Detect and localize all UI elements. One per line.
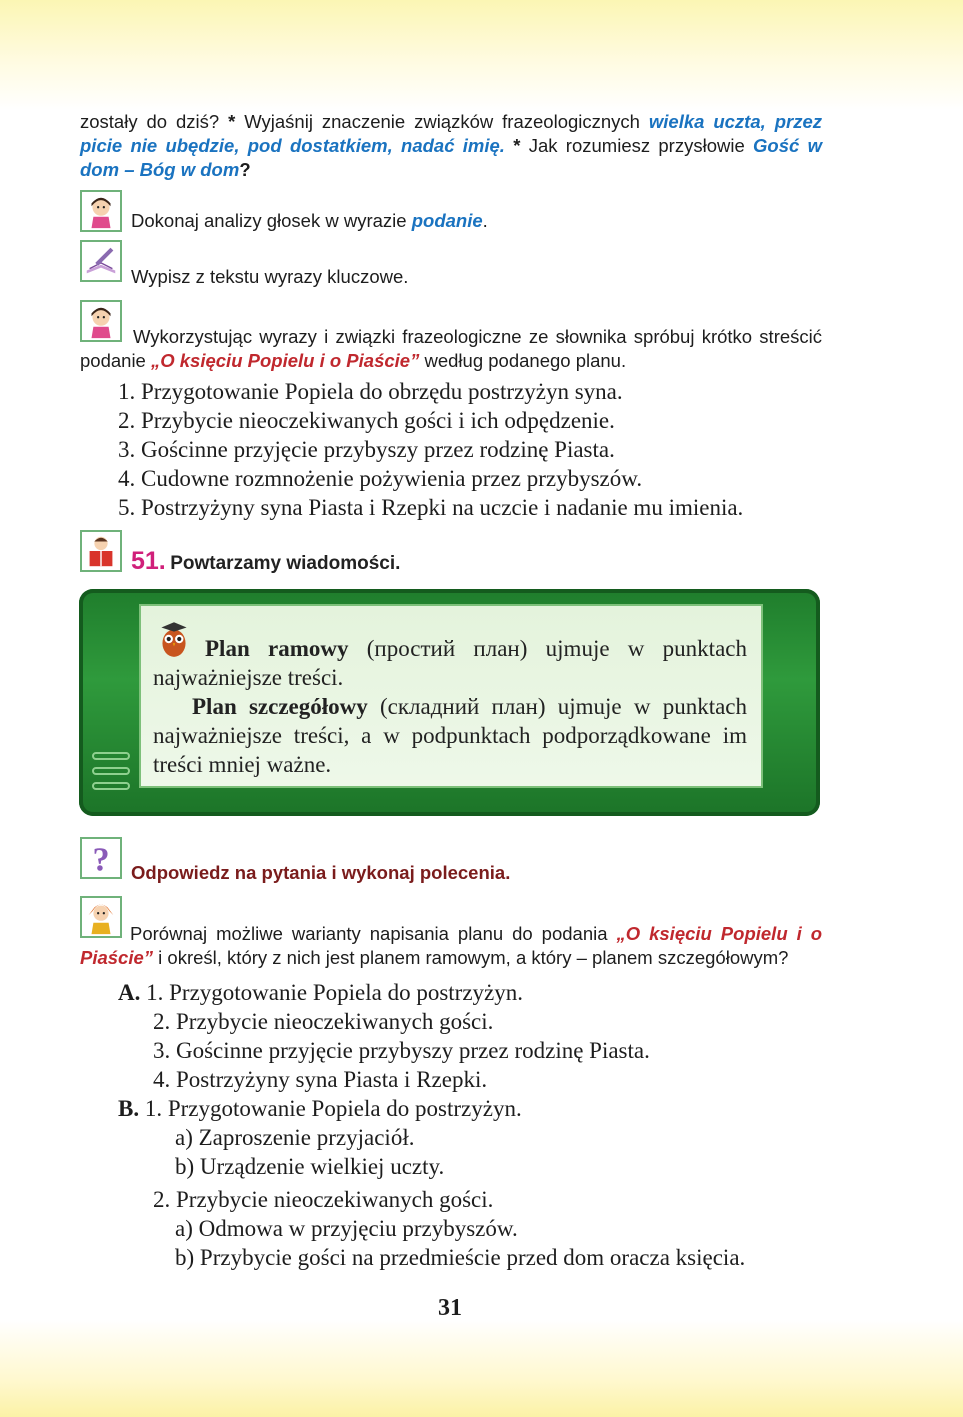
question-mark-icon [80,837,122,879]
list-item: 4. Postrzyżyny syna Piasta i Rzepki. [153,1067,488,1092]
task-keywords: Wypisz z tekstu wyrazy kluczowe. [131,266,409,287]
list-item: 5. Postrzyżyny syna Piasta i Rzepki na uczcie i nadanie mu imienia. [118,495,744,520]
section-number: 51. [131,547,166,575]
variant-b-label: B. [118,1096,140,1121]
section-title: Powtarzamy wiadomości. [170,553,401,574]
board-knob [92,767,130,775]
list-item: 3. Gościnne przyjęcie przybyszy przez rodzinę Piasta. [118,437,615,462]
intro-paragraph: zostały do dziś? * Wyjaśnij znaczenie związków frazeologicznych wielka uczta, przez picie nie ubędzie, pod dostatkiem, nadać imię. * Jak rozumiesz przysłowie Gość w dom – Bóg w dom? [80,111,822,180]
board-knob [92,752,130,760]
variant-a-label: A. [118,980,141,1005]
instruction: Odpowiedz na pytania i wykonaj polecenia. [131,862,511,883]
list-item: 2. Przybycie nieoczekiwanych gości i ich odpędzenie. [118,408,615,433]
list-item: 3. Gościnne przyjęcie przybyszy przez rodzinę Piasta. [153,1038,650,1063]
board-knob [92,782,130,790]
list-item: 1. Przygotowanie Popiela do postrzyżyn. [144,1096,522,1121]
term-plan-szczegolowy: Plan szczegółowy [192,694,368,719]
list-subitem: b) Przybycie gości na przedmieście przed dom oracza księcia. [175,1245,746,1270]
list-item: 1. Przygotowanie Popiela do obrzędu postrzyżyn syna. [118,379,623,404]
girl-icon [80,190,122,232]
list-item: 4. Cudowne rozmnożenie pożywienia przez przybyszów. [118,466,643,491]
variant-b [118,1094,745,1272]
phraseology-list: wielka uczta, przez picie nie ubędzie, pod dostatkiem, nadać imię. [80,111,822,156]
task-summary: Wykorzystując wyrazy i związki frazeologiczne ze słownika spróbuj krótko streścić podanie „O księciu Popielu i o Piaście” według podanego planu. [80,326,822,371]
term-plan-ramowy: Plan ramowy [205,636,349,661]
definition-text: Plan ramowy (простий план) ujmuje w punktach najważniejsze treści. Plan szczegółowy (складний план) ujmuje w punktach najważniejsze treści, a w podpunktach podporządkowane im treści mniej ważne. [153,636,747,777]
variant-a [118,978,650,1094]
list-item: 2. Przybycie nieoczekiwanych gości. [153,1187,494,1212]
proverb: Gość w dom – Bóg w dom [80,135,822,180]
task-compare-plans: Porównaj możliwe warianty napisania planu do podania „O księciu Popielu i o Piaście” i określ, który z nich jest planem ramowym, a który – planem szczegółowym? [80,923,822,968]
list-subitem: a) Odmowa w przyjęciu przybyszów. [175,1216,518,1241]
task-sound-analysis: Dokonaj analizy głosek w wyrazie podanie. [131,210,488,231]
section-heading [131,547,400,576]
list-item: 2. Przybycie nieoczekiwanych gości. [153,1009,494,1034]
svg-text:?: ? [92,841,110,877]
reading-child-icon [80,530,122,572]
list-subitem: b) Urządzenie wielkiej uczty. [175,1154,445,1179]
book-pen-icon [80,240,122,282]
list-subitem: a) Zaproszenie przyjaciół. [175,1125,415,1150]
list-item: 1. Przygotowanie Popiela do postrzyżyn. [146,980,523,1005]
page-number: 31 [438,1295,462,1321]
plan-list [118,377,743,522]
